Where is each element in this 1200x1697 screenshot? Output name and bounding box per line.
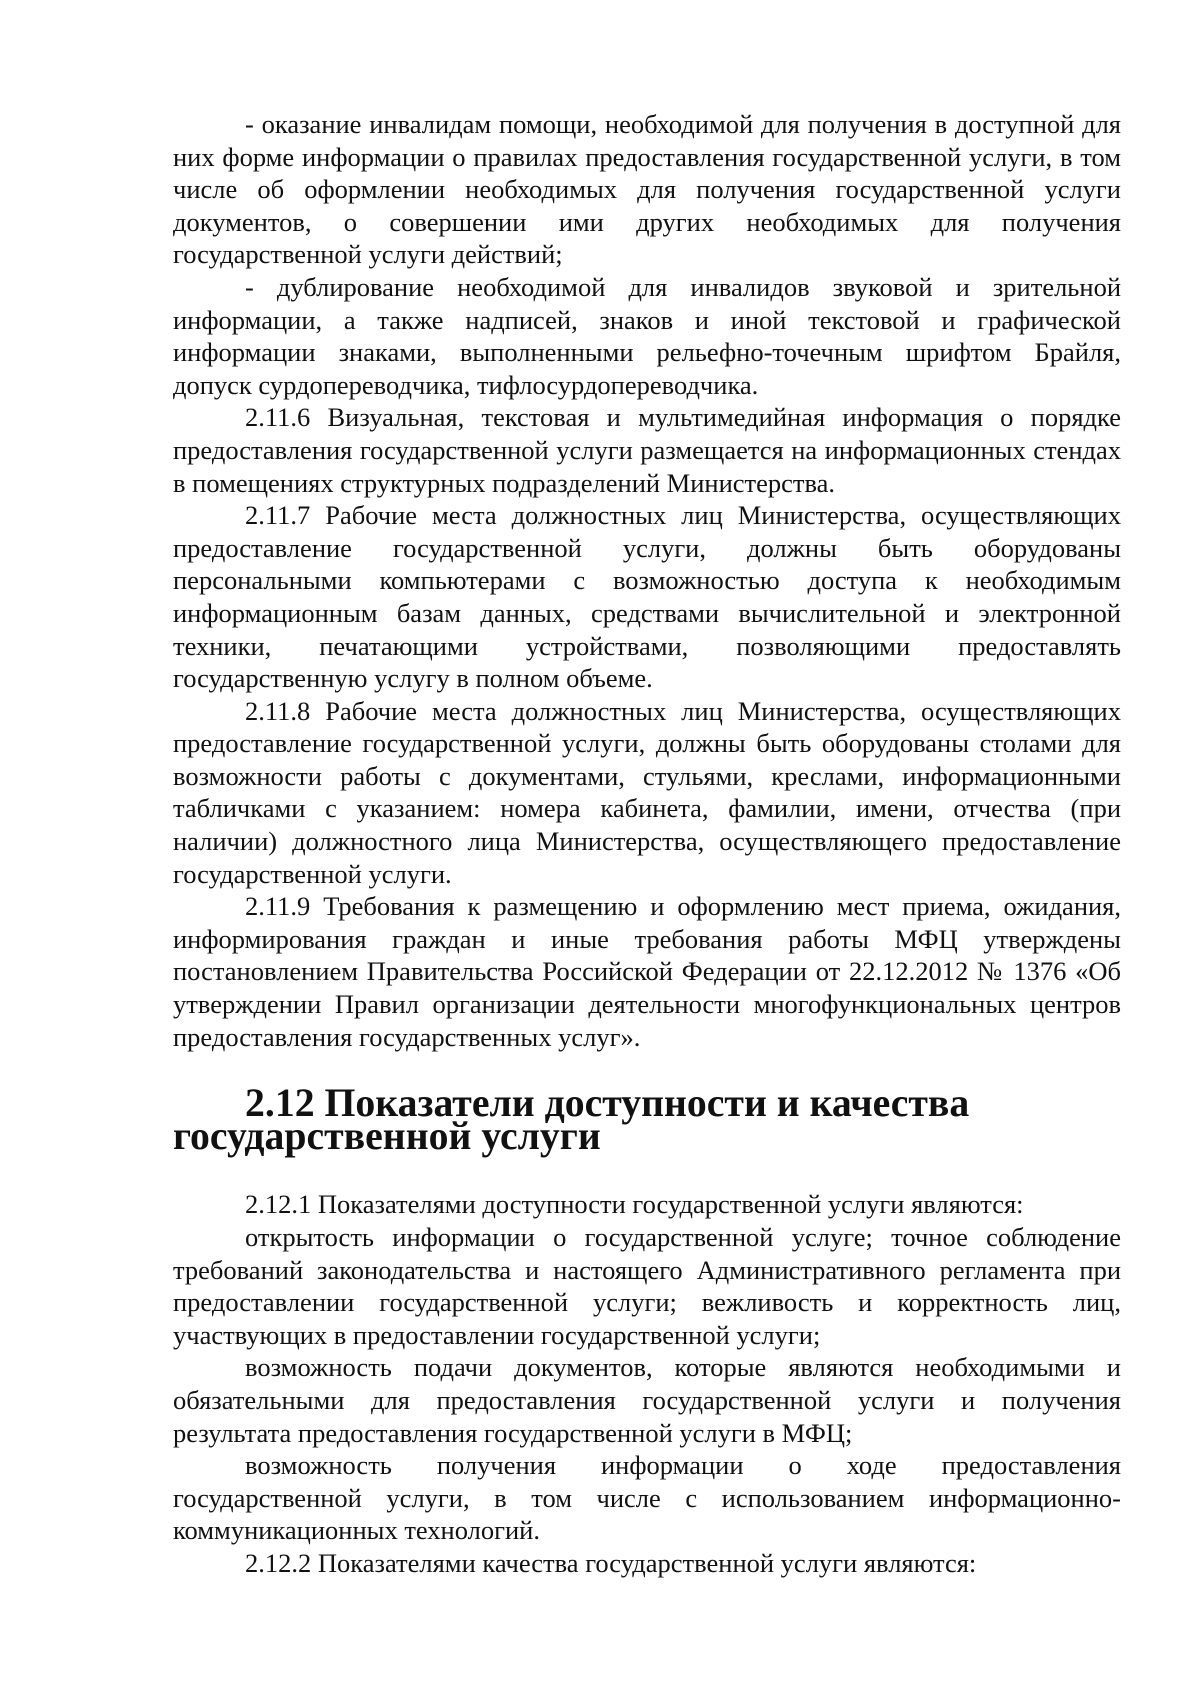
document-page [173,108,1121,1580]
paragraph-2-11-6: 2.11.6 Визуальная, текстовая и мультимедийная информация о порядке предоставления государственной услуги размещается на информационных стендах в помещениях структурных подразделений Министерства. [173,402,1121,498]
section-heading-2-12: 2.12 Показатели доступности и качества государственной услуги [173,1081,970,1158]
paragraph-2-12-1: 2.12.1 Показателями доступности государственной услуги являются: [245,1189,1024,1220]
paragraph-progress-info: возможность получения информации о ходе предоставления государственной услуги, в том числе с использованием информационно-коммуникационных технологий. [173,1450,1121,1546]
paragraph-2-11-7: 2.11.7 Рабочие места должностных лиц Министерства, осуществляющих предоставление государственной услуги, должны быть оборудованы персональными компьютерами с возможностью доступа к необходимым информационным базам данных, средствами вычислительной и электронной техники, печатающими устройствами, позволяющими предоставлять государственную услугу в полном объеме. [173,500,1121,694]
paragraph-2-12-2: 2.12.2 Показателями качества государственной услуги являются: [245,1547,977,1578]
paragraph-assistance-disabled: - оказание инвалидам помощи, необходимой для получения в доступной для них форме информации о правилах предоставления государственной услуги, в том числе об оформлении необходимых для получения государственной услуги документов, о совершении ими других необходимых для получения государственной услуги действий; [173,109,1121,270]
paragraph-2-11-9: 2.11.9 Требования к размещению и оформлению мест приема, ожидания, информирования граждан и иные требования работы МФЦ утверждены постановлением Правительства Российской Федерации от 22.12.2012 № 1376 «Об утверждении Правил организации деятельности многофункциональных центров предоставления государственных услуг». [173,891,1121,1052]
paragraph-openness: открытость информации о государственной услуге; точное соблюдение требований законодательства и настоящего Административного регламента при предоставлении государственной услуги; вежливость и корректность лиц, участвующих в предоставлении государственной услуги; [173,1222,1121,1350]
paragraph-duplication-info: - дублирование необходимой для инвалидов звуковой и зрительной информации, а также надписей, знаков и иной текстовой и графической информации знаками, выполненными рельефно-точечным шрифтом Брайля, допуск сурдопереводчика, тифлосурдопереводчика. [173,271,1121,400]
paragraph-2-11-8: 2.11.8 Рабочие места должностных лиц Министерства, осуществляющих предоставление государственной услуги, должны быть оборудованы столами для возможности работы с документами, стульями, креслами, информационными табличками с указанием: номера кабинета, фамилии, имени, отчества (при наличии) должностного лица Министерства, осуществляющего предоставление государственной услуги. [173,695,1121,889]
paragraph-document-submission: возможность подачи документов, которые являются необходимыми и обязательными для предоставления государственной услуги и получения результата предоставления государственной услуги в МФЦ; [173,1352,1121,1448]
